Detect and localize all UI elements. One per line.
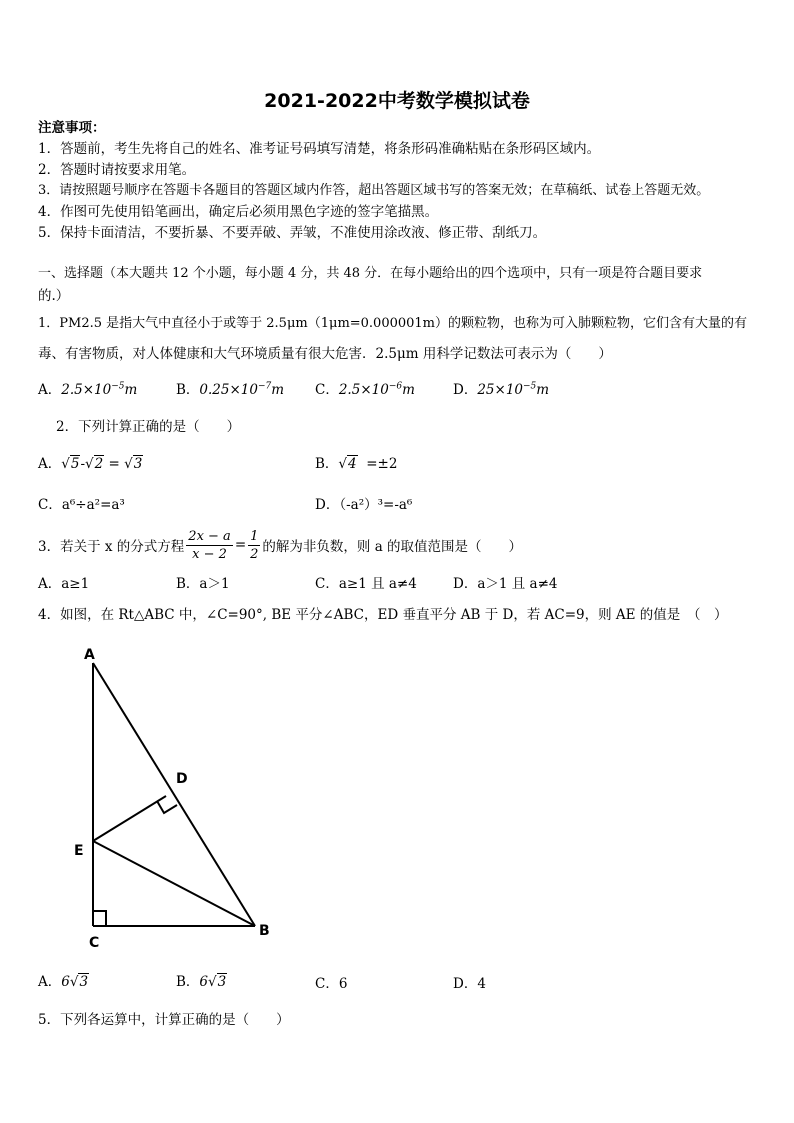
sqrt-3: √3	[124, 456, 143, 472]
q4-option-d: D．4	[453, 976, 486, 992]
option-label: C．	[315, 976, 339, 992]
q2-option-a: A．√5-√2 = √3	[38, 456, 143, 472]
vertex-label-e: E	[74, 843, 84, 859]
sqrt-3: √3	[69, 974, 89, 990]
vertex-label-d: D	[176, 771, 188, 787]
q4-option-c: C．6	[315, 976, 348, 992]
notice-item: 3．请按照题号顺序在答题卡各题目的答题区域内作答，超出答题区域书写的答案无效；在草稿纸、试卷上答题无效。	[38, 183, 710, 198]
option-label: D．	[453, 976, 478, 992]
option-label: A．	[38, 382, 62, 398]
q2-stem: 2．下列计算正确的是（ ）	[56, 419, 241, 435]
q3-option-a: A．a≥1	[38, 576, 90, 592]
q2-option-b: B．√4 =±2	[315, 456, 398, 472]
notice-item: 5．保持卡面清洁，不要折暴、不要弄破、弄皱，不准使用涂改液、修正带、刮纸刀。	[38, 225, 547, 241]
option-label: D．	[453, 382, 478, 398]
q1-stem-line1: 1．PM2.5 是指大气中直径小于或等于 2.5μm（1μm=0.000001m）的颗粒物，也称为可入肺颗粒物，它们含有大量的有	[38, 316, 748, 331]
option-unit: m	[536, 382, 550, 398]
notice-item: 1．答题前，考生先将自己的姓名、准考证号码填写清楚，将条形码准确粘贴在条形码区域内。	[38, 141, 601, 157]
notice-item: 2．答题时请按要求用笔。	[38, 162, 196, 178]
sqrt-3: √3	[208, 974, 227, 990]
option-label: C．	[315, 382, 339, 398]
option-label: B．	[176, 974, 200, 990]
q4-option-b: B．6√3	[176, 974, 227, 990]
option-unit: m	[271, 382, 285, 398]
fraction-rhs: $\frac{1}{2}$	[250, 528, 259, 562]
option-label: B．	[176, 382, 200, 398]
option-label: A．	[38, 974, 62, 990]
sqrt-4: √4	[338, 456, 357, 472]
q3-option-d: D．a＞1 且 a≠4	[453, 576, 558, 592]
q2-option-c: C．a⁶÷a²=a³	[38, 497, 125, 513]
q1-stem-line2: 毒、有害物质，对人体健康和大气环境质量有很大危害．2.5μm 用科学记数法可表示为（ ）	[38, 346, 612, 362]
option-exponent: −7	[257, 381, 272, 392]
segment-eb	[93, 841, 255, 926]
option-exponent: −5	[523, 381, 537, 392]
option-label: B．	[315, 456, 339, 472]
q5-stem: 5．下列各运算中，计算正确的是（ ）	[38, 1012, 290, 1028]
page-title: 2021-2022中考数学模拟试卷	[264, 90, 530, 112]
section-heading-line1: 一、选择题（本大题共 12 个小题，每小题 4 分，共 48 分．在每小题给出的四个选项中，只有一项是符合题目要求	[38, 266, 703, 281]
right-angle-mark-c	[93, 911, 106, 926]
q2-option-d: D．（-a²）³=-a⁶	[315, 497, 413, 513]
option-mantissa: 2.5×10	[338, 382, 389, 398]
q4-figure-triangle	[60, 640, 290, 960]
option-mantissa: 25×10	[477, 382, 523, 398]
section-heading-line2: 的.）	[38, 288, 70, 304]
option-label: A．	[38, 456, 62, 472]
sqrt-2: √2	[85, 456, 104, 472]
option-label: D．	[315, 497, 340, 513]
q3-stem: 3．若关于 x 的分式方程 $\frac{2x - a}{x - 2}$ = $\frac{1}{2}$ 的解为非负数，则 a 的取值范围是（ ）	[38, 528, 523, 562]
option-label: C．	[38, 497, 62, 513]
option-exponent: −5	[111, 381, 125, 392]
vertex-label-a: A	[84, 647, 95, 663]
q3-option-c: C．a≥1 且 a≠4	[315, 576, 417, 592]
q1-option-a	[38, 378, 137, 398]
option-mantissa: 2.5×10	[61, 382, 112, 398]
q4-option-a: A．6√3	[38, 974, 89, 990]
sqrt-5: √5	[61, 456, 80, 472]
right-angle-mark-d	[157, 801, 177, 813]
fraction-lhs: $\frac{2x - a}{x - 2}$	[188, 528, 231, 562]
q1-option-b	[176, 378, 284, 398]
option-mantissa: 0.25×10	[199, 382, 258, 398]
notice-heading: 注意事项：	[38, 120, 106, 136]
q1-option-c	[315, 378, 415, 398]
option-unit: m	[124, 382, 138, 398]
vertex-label-b: B	[259, 923, 270, 939]
vertex-label-c: C	[89, 935, 100, 951]
notice-item: 4．作图可先使用铅笔画出，确定后必须用黑色字迹的签字笔描黑。	[38, 204, 439, 220]
q4-stem: 4．如图，在 Rt△ABC 中，∠C=90°, BE 平分∠ABC，ED 垂直平分 AB 于 D，若 AC=9，则 AE 的值是 （ ）	[38, 607, 728, 623]
q3-option-b: B．a＞1	[176, 576, 230, 592]
option-exponent: −6	[388, 381, 403, 392]
q1-option-d	[453, 378, 549, 398]
segment-ed	[93, 796, 166, 841]
option-unit: m	[402, 382, 415, 398]
segment-ab	[93, 663, 255, 926]
